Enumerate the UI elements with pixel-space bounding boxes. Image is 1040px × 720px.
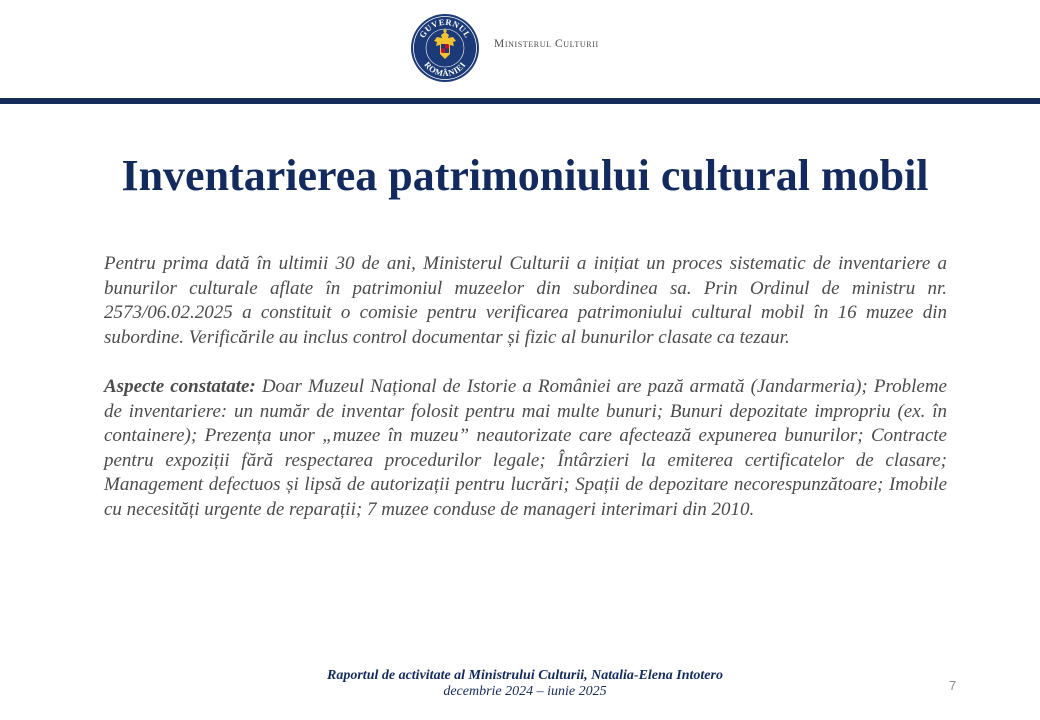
slide-body xyxy=(104,252,947,523)
page-number: 7 xyxy=(949,678,957,693)
svg-text:ROMÂNIEI: ROMÂNIEI xyxy=(422,59,468,79)
slide-header xyxy=(0,0,1040,104)
aspects-paragraph xyxy=(104,375,947,523)
ministry-name: Ministerul Culturii xyxy=(494,38,599,50)
svg-text:GUVERNUL: GUVERNUL xyxy=(417,16,474,40)
intro-paragraph: Pentru prima dată în ultimii 30 de ani, Ministerul Culturii a inițiat un proces sistematic de inventariere a bunurilor culturale aflate în patrimoniul muzeelor din subordinea sa. Prin Ordinul de ministru nr. 2573/06.02.2025 a constituit o comisie pentru verificarea patrimoniului cultural mobil în 16 muzee din subordine. Verificările au inclus control documentar și fizic al bunurilor clasate ca tezaur. xyxy=(104,253,947,348)
aspects-text: Doar Muzeul Național de Istorie a României are pază armată (Jandarmeria); Probleme de inventariere: un număr de inventar folosit pentru mai multe bunuri; Bunuri depozitate impropriu (ex. în containere); Prezența unor „muzee în muzeu” neautorizate care afectează expunerea bunurilor; Contracte pentru expoziții fără respectarea procedurilor legale; Întârzieri la emiterea certificatelor de clasare; Management defectuos și lipsă de autorizații pentru lucrări; Spații de depozitare necorespunzătoare; Imobile cu necesități urgente de reparații; 7 muzee conduse de manageri interimari din 2010. xyxy=(104,375,947,520)
slide-footer xyxy=(200,668,850,700)
footer-report-title: Raportul de activitate al Ministrului Culturii, Natalia-Elena Intotero xyxy=(327,668,723,683)
footer-period: decembrie 2024 – iunie 2025 xyxy=(443,684,607,699)
slide-title: Inventarierea patrimoniului cultural mobil xyxy=(121,151,929,200)
government-seal-icon xyxy=(410,13,480,83)
aspects-label: Aspecte constatate: xyxy=(104,375,256,397)
header-divider-bar xyxy=(0,98,1040,104)
